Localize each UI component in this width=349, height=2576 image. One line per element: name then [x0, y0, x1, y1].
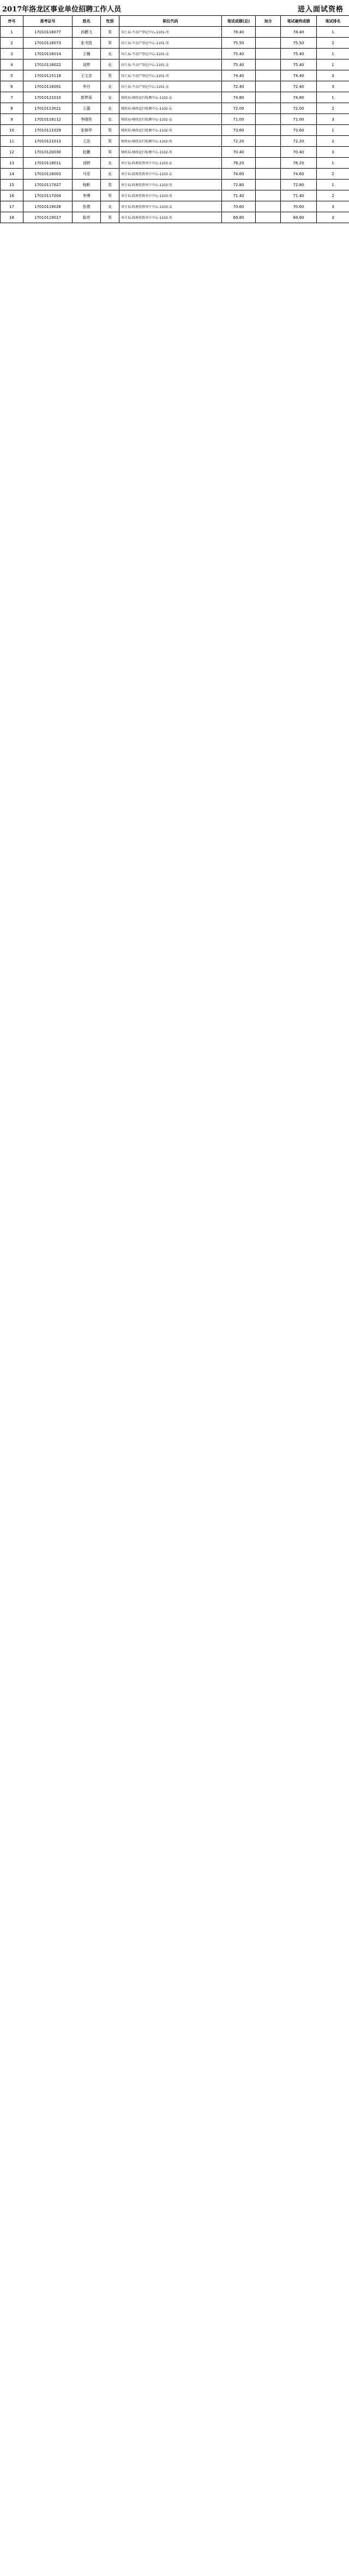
cell-name: 张倩 — [73, 201, 101, 212]
table-row — [1, 38, 349, 49]
cell-written-score: 70.60 — [222, 201, 256, 212]
cell-gender: 男 — [101, 212, 119, 223]
cell-written-score: 72.40 — [222, 81, 256, 92]
cell-final-score: 75.50 — [281, 38, 317, 49]
cell-exam-id: 17010116077 — [23, 27, 73, 38]
cell-index: 6 — [1, 81, 23, 92]
cell-index: 15 — [1, 180, 23, 190]
cell-written-score: 71.40 — [222, 190, 256, 201]
cell-written-score: 74.60 — [222, 169, 256, 180]
column-header: 加分 — [256, 16, 281, 27]
table-row — [1, 49, 349, 59]
cell-position-code: 财政局-财政运行检测中心-1102-男 — [119, 125, 222, 136]
cell-written-score: 72.20 — [222, 136, 256, 147]
cell-rank: 1 — [317, 180, 349, 190]
cell-name: 郭梦瑶 — [73, 92, 101, 103]
table-row — [1, 125, 349, 136]
table-row — [1, 103, 349, 114]
cell-exam-id: 17010116073 — [23, 38, 73, 49]
cell-index: 17 — [1, 201, 23, 212]
table-row — [1, 81, 349, 92]
cell-name: 张锦华 — [73, 125, 101, 136]
cell-name: 陈亮 — [73, 212, 101, 223]
cell-final-score: 74.60 — [281, 169, 317, 180]
cell-exam-id: 17010117004 — [23, 190, 73, 201]
cell-index: 10 — [1, 125, 23, 136]
cell-position-code: 审计局-政府投资审计中心-1103-男 — [119, 212, 222, 223]
document-title: 2017年洛龙区事业单位招聘工作人员 — [2, 5, 122, 14]
cell-written-score: 69.80 — [222, 212, 256, 223]
cell-final-score: 69.80 — [281, 212, 317, 223]
table-header-row — [1, 16, 349, 27]
cell-bonus — [256, 125, 281, 136]
cell-gender: 男 — [101, 147, 119, 158]
cell-written-score: 73.60 — [222, 125, 256, 136]
column-header: 笔试最终成绩 — [281, 16, 317, 27]
cell-final-score: 74.40 — [281, 70, 317, 81]
cell-index: 1 — [1, 27, 23, 38]
cell-position-code: 国土局-不动产登记中心-1101-男 — [119, 38, 222, 49]
cell-rank: 3 — [317, 81, 349, 92]
cell-name: 李博 — [73, 190, 101, 201]
cell-gender: 女 — [101, 158, 119, 169]
cell-exam-id: 17010111029 — [23, 125, 73, 136]
cell-exam-id: 17010117027 — [23, 180, 73, 190]
cell-rank: 1 — [317, 49, 349, 59]
table-row — [1, 158, 349, 169]
table-row — [1, 27, 349, 38]
table-row — [1, 70, 349, 81]
cell-gender: 男 — [101, 70, 119, 81]
cell-rank: 2 — [317, 190, 349, 201]
cell-bonus — [256, 212, 281, 223]
cell-rank: 3 — [317, 114, 349, 125]
cell-gender: 男 — [101, 27, 119, 38]
cell-final-score: 75.40 — [281, 49, 317, 59]
cell-index: 4 — [1, 59, 23, 70]
cell-bonus — [256, 59, 281, 70]
cell-gender: 女 — [101, 81, 119, 92]
cell-name: 王楠 — [73, 49, 101, 59]
cell-gender: 女 — [101, 92, 119, 103]
cell-bonus — [256, 169, 281, 180]
table-row — [1, 212, 349, 223]
cell-name: 刘梦 — [73, 59, 101, 70]
cell-exam-id: 17010118011 — [23, 158, 73, 169]
cell-index: 2 — [1, 38, 23, 49]
cell-written-score: 75.50 — [222, 38, 256, 49]
cell-bonus — [256, 147, 281, 158]
cell-position-code: 财政局-财政运行检测中心-1102-女 — [119, 103, 222, 114]
cell-exam-id: 17010119017 — [23, 212, 73, 223]
cell-position-code: 国土局-不动产登记中心-1101-女 — [119, 59, 222, 70]
cell-name: 张书凯 — [73, 38, 101, 49]
cell-name: 王露 — [73, 103, 101, 114]
cell-written-score: 72.80 — [222, 180, 256, 190]
table-body — [1, 27, 349, 223]
cell-exam-id: 17010113021 — [23, 103, 73, 114]
cell-exam-id: 17010115118 — [23, 70, 73, 81]
cell-final-score: 70.60 — [281, 201, 317, 212]
cell-name: 李丹 — [73, 81, 101, 92]
cell-rank: 3 — [317, 70, 349, 81]
cell-bonus — [256, 114, 281, 125]
cell-name: 赵鹏 — [73, 147, 101, 158]
cell-rank: 2 — [317, 136, 349, 147]
cell-final-score: 75.40 — [281, 59, 317, 70]
cell-exam-id: 17010116112 — [23, 114, 73, 125]
document-subtitle: 进入面试资格 — [297, 5, 344, 14]
cell-index: 7 — [1, 92, 23, 103]
cell-final-score: 74.80 — [281, 92, 317, 103]
cell-bonus — [256, 180, 281, 190]
column-header: 笔试排名 — [317, 16, 349, 27]
cell-position-code: 国土局-不动产登记中心-1101-女 — [119, 49, 222, 59]
cell-index: 9 — [1, 114, 23, 125]
cell-index: 18 — [1, 212, 23, 223]
cell-rank: 1 — [317, 158, 349, 169]
cell-final-score: 71.00 — [281, 114, 317, 125]
document-title-bar — [0, 1, 349, 15]
table-row — [1, 136, 349, 147]
column-header: 笔试成绩(总) — [222, 16, 256, 27]
cell-final-score: 71.40 — [281, 190, 317, 201]
cell-final-score: 72.20 — [281, 136, 317, 147]
cell-name: 刘婷 — [73, 158, 101, 169]
cell-index: 12 — [1, 147, 23, 158]
column-header: 准考证号 — [23, 16, 73, 27]
cell-exam-id: 17010121013 — [23, 136, 73, 147]
table-row — [1, 201, 349, 212]
cell-written-score: 70.40 — [222, 147, 256, 158]
cell-index: 5 — [1, 70, 23, 81]
cell-position-code: 审计局-政府投资审计中心-1103-女 — [119, 158, 222, 169]
document-page — [0, 0, 349, 229]
cell-bonus — [256, 190, 281, 201]
cell-final-score: 73.60 — [281, 125, 317, 136]
table-row — [1, 92, 349, 103]
cell-written-score: 74.80 — [222, 92, 256, 103]
cell-written-score: 71.00 — [222, 114, 256, 125]
cell-rank: 3 — [317, 147, 349, 158]
cell-final-score: 78.40 — [281, 27, 317, 38]
cell-position-code: 审计局-政府投资审计中心-1103-男 — [119, 190, 222, 201]
cell-rank: 1 — [317, 27, 349, 38]
cell-position-code: 国土局-不动产登记中心-1101-男 — [119, 27, 222, 38]
cell-exam-id: 17010119026 — [23, 201, 73, 212]
cell-gender: 女 — [101, 103, 119, 114]
cell-exam-id: 17010120030 — [23, 147, 73, 158]
cell-name: 杨帆 — [73, 180, 101, 190]
results-table — [0, 15, 349, 223]
cell-bonus — [256, 201, 281, 212]
cell-exam-id: 17010116014 — [23, 49, 73, 59]
cell-rank: 3 — [317, 212, 349, 223]
cell-position-code: 财政局-财政运行检测中心-1102-女 — [119, 114, 222, 125]
table-row — [1, 59, 349, 70]
cell-bonus — [256, 103, 281, 114]
cell-gender: 女 — [101, 201, 119, 212]
cell-name: 李晓彤 — [73, 114, 101, 125]
cell-exam-id: 17010116001 — [23, 81, 73, 92]
cell-written-score: 75.40 — [222, 49, 256, 59]
cell-gender: 男 — [101, 125, 119, 136]
cell-written-score: 76.20 — [222, 158, 256, 169]
cell-bonus — [256, 136, 281, 147]
cell-position-code: 审计局-政府投资审计中心-1103-男 — [119, 180, 222, 190]
cell-final-score: 72.40 — [281, 81, 317, 92]
cell-name: 孙鹏飞 — [73, 27, 101, 38]
cell-rank: 2 — [317, 38, 349, 49]
cell-position-code: 审计局-政府投资审计中心-1103-女 — [119, 201, 222, 212]
cell-gender: 男 — [101, 180, 119, 190]
column-header: 姓名 — [73, 16, 101, 27]
cell-exam-id: 17010121010 — [23, 92, 73, 103]
cell-final-score: 72.00 — [281, 103, 317, 114]
column-header: 性别 — [101, 16, 119, 27]
cell-position-code: 审计局-政府投资审计中心-1103-女 — [119, 169, 222, 180]
cell-rank: 1 — [317, 92, 349, 103]
cell-gender: 男 — [101, 190, 119, 201]
cell-bonus — [256, 158, 281, 169]
column-header: 序号 — [1, 16, 23, 27]
table-row — [1, 114, 349, 125]
cell-gender: 女 — [101, 114, 119, 125]
table-row — [1, 190, 349, 201]
cell-gender: 女 — [101, 169, 119, 180]
cell-written-score: 75.40 — [222, 59, 256, 70]
cell-index: 8 — [1, 103, 23, 114]
column-header: 职位代码 — [119, 16, 222, 27]
cell-rank: 1 — [317, 59, 349, 70]
cell-bonus — [256, 92, 281, 103]
cell-name: 王文彦 — [73, 70, 101, 81]
cell-gender: 男 — [101, 136, 119, 147]
table-row — [1, 147, 349, 158]
cell-gender: 女 — [101, 59, 119, 70]
cell-position-code: 国土局-不动产登记中心-1101-男 — [119, 70, 222, 81]
cell-written-score: 74.40 — [222, 70, 256, 81]
cell-bonus — [256, 27, 281, 38]
cell-rank: 2 — [317, 169, 349, 180]
cell-exam-id: 17010116022 — [23, 59, 73, 70]
cell-rank: 2 — [317, 103, 349, 114]
cell-bonus — [256, 49, 281, 59]
table-row — [1, 169, 349, 180]
cell-name: 马雪 — [73, 169, 101, 180]
cell-written-score: 72.00 — [222, 103, 256, 114]
cell-exam-id: 17010118003 — [23, 169, 73, 180]
cell-index: 11 — [1, 136, 23, 147]
cell-index: 13 — [1, 158, 23, 169]
table-row — [1, 180, 349, 190]
cell-bonus — [256, 70, 281, 81]
cell-gender: 男 — [101, 38, 119, 49]
cell-bonus — [256, 81, 281, 92]
cell-index: 3 — [1, 49, 23, 59]
cell-rank: 3 — [317, 201, 349, 212]
cell-position-code: 国土局-不动产登记中心-1101-女 — [119, 81, 222, 92]
cell-name: 王浩 — [73, 136, 101, 147]
cell-written-score: 78.40 — [222, 27, 256, 38]
cell-final-score: 76.20 — [281, 158, 317, 169]
cell-final-score: 72.80 — [281, 180, 317, 190]
cell-position-code: 财政局-财政运行检测中心-1102-女 — [119, 92, 222, 103]
cell-index: 14 — [1, 169, 23, 180]
cell-bonus — [256, 38, 281, 49]
cell-gender: 女 — [101, 49, 119, 59]
cell-position-code: 财政局-财政运行检测中心-1102-男 — [119, 136, 222, 147]
cell-final-score: 70.40 — [281, 147, 317, 158]
cell-rank: 1 — [317, 125, 349, 136]
cell-index: 16 — [1, 190, 23, 201]
cell-position-code: 财政局-财政运行检测中心-1102-男 — [119, 147, 222, 158]
